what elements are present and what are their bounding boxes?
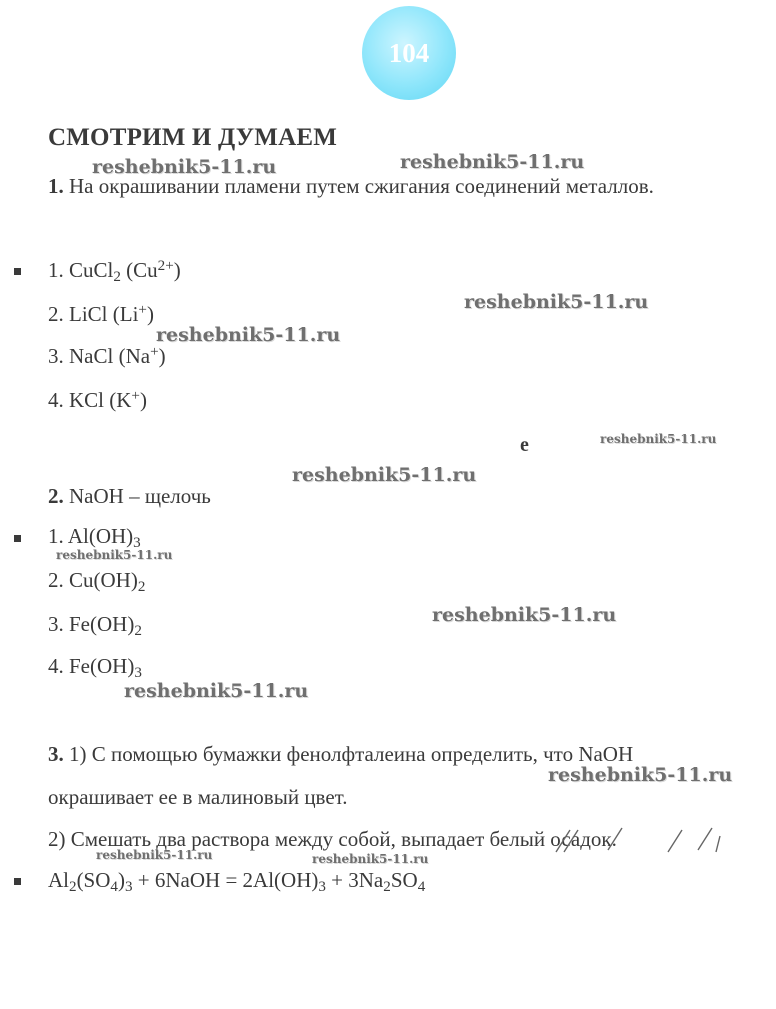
list2-item-1: 1. $Al(OH)_3$ <box>48 524 141 551</box>
scribble-mark <box>548 822 724 858</box>
watermark: reshebnik5-11.ru <box>292 464 477 486</box>
list2-item-4: 4. $Fe(OH)_3$ <box>48 654 142 681</box>
watermark: reshebnik5-11.ru <box>400 151 585 173</box>
bullet-marker <box>14 535 21 542</box>
list2-item-2: 2. $Cu(OH)_2$ <box>48 568 146 595</box>
list1-item-4: 4. KCl (K+) <box>48 388 147 412</box>
task-3-number: 3. <box>48 742 64 766</box>
task-2-text: NaOH – щелочь <box>63 484 211 508</box>
watermark: reshebnik5-11.ru <box>548 764 733 786</box>
task-3-line-3: 2) Смешать два раствора между собой, выпадает белый осадок. <box>48 827 617 851</box>
task-2-number: 2. <box>48 484 64 508</box>
watermark: reshebnik5-11.ru <box>600 432 717 446</box>
watermark: reshebnik5-11.ru <box>312 852 429 866</box>
task-1-text: На окрашивании пламени путем сжигания соединений металлов. <box>63 174 654 198</box>
list1-item-3: 3. NaCl (Na+) <box>48 344 166 368</box>
watermark: reshebnik5-11.ru <box>56 548 173 562</box>
watermark: reshebnik5-11.ru <box>92 156 277 178</box>
task-1-number: 1. <box>48 174 64 198</box>
reaction-equation: $Al_2(SO_4)_3$ + 6NaOH = $2Al(OH)_3 + 3Na_2SO_4$ <box>48 868 426 895</box>
task-2 <box>48 484 211 509</box>
watermark: reshebnik5-11.ru <box>96 848 213 862</box>
task-3-line-1: 3. 1) С помощью бумажки фенолфталеина определить, что NaOH <box>48 742 634 766</box>
stray-character: е <box>520 434 529 456</box>
page-number-badge: 104 <box>362 6 456 100</box>
task-3-line-2: окрашивает ее в малиновый цвет. <box>48 785 348 809</box>
watermark: reshebnik5-11.ru <box>124 680 309 702</box>
bullet-marker <box>14 878 21 885</box>
section-heading: СМОТРИМ И ДУМАЕМ <box>48 124 338 151</box>
watermark: reshebnik5-11.ru <box>432 604 617 626</box>
list1-item-2: 2. LiCl (Li+) <box>48 302 154 326</box>
bullet-marker <box>14 268 21 275</box>
watermark: reshebnik5-11.ru <box>464 291 649 313</box>
list2-item-3: 3. $Fe(OH)_2$ <box>48 612 142 639</box>
list1-item-1: 1. CuCl$_2$ $(Cu^{2+})$ <box>48 258 181 285</box>
watermark: reshebnik5-11.ru <box>156 324 341 346</box>
